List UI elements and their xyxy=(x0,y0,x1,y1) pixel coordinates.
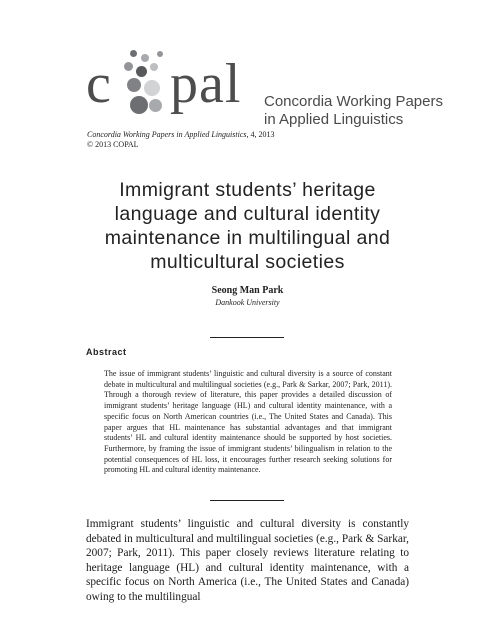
logo-dots-icon xyxy=(122,48,170,126)
divider xyxy=(210,337,284,338)
abstract-text: The issue of immigrant students’ linguistic and cultural diversity is a source of constant debate in multicultural and multilingual societies (e.g., Park & Sarkar, 2007; Park, 2011). Through a thorough review of literature, this paper provides a detailed discussion of immigrant students’ heritage language (HL) and cultural identity maintenance, with a specific focus on North American countries (i.e., The United States and Canada). This paper argues that HL maintenance has substantial advantages and that immigrant students’ HL and cultural identity maintenance should be supported by host societies. Furthermore, by framing the issue of immigrant students’ bilingualism in relation to the potential consequences of HL loss, it encourages further research seeking solutions for promoting HL and cultural identity maintenance. xyxy=(104,369,392,475)
journal-volume-year: , 4, 2013 xyxy=(246,130,275,139)
logo-dot xyxy=(149,99,162,112)
logo-dot xyxy=(150,63,158,71)
series-name xyxy=(264,93,443,129)
logo-dot xyxy=(124,62,133,71)
author-affiliation: Dankook University xyxy=(215,298,280,307)
copyright-line: © 2013 COPAL xyxy=(87,140,139,149)
abstract-heading: Abstract xyxy=(86,347,127,357)
divider xyxy=(210,500,284,501)
series-name-line-1: Concordia Working Papers xyxy=(264,93,443,110)
body-paragraph: Immigrant students’ linguistic and cultural diversity is constantly debated in multicultural and multilingual societies (e.g., Park & Sarkar, 2007; Park, 2011). This paper closely reviews literature relating to heritage language (HL) and cultural identity maintenance, with a specific focus on North America (i.e., The United States and Canada) owing to the multilingual xyxy=(86,518,409,603)
logo-letters-pal: pal xyxy=(170,53,242,115)
logo-dot xyxy=(130,50,137,57)
logo-dot xyxy=(157,51,163,57)
logo-dot xyxy=(130,96,148,114)
copal-logo xyxy=(86,48,266,126)
logo-dot xyxy=(141,54,149,62)
logo-letter-c: c xyxy=(86,53,111,115)
series-name-line-2: in Applied Linguistics xyxy=(264,111,404,128)
author-name: Seong Man Park xyxy=(211,285,284,296)
article-title: Immigrant students’ heritage language and cultural identity maintenance in multilingual and multicultural societies xyxy=(104,179,391,273)
journal-citation xyxy=(87,130,274,150)
logo-dot xyxy=(144,80,160,96)
journal-name: Concordia Working Papers in Applied Linguistics xyxy=(87,130,247,139)
logo-dot xyxy=(136,66,147,77)
logo-dot xyxy=(127,78,141,92)
